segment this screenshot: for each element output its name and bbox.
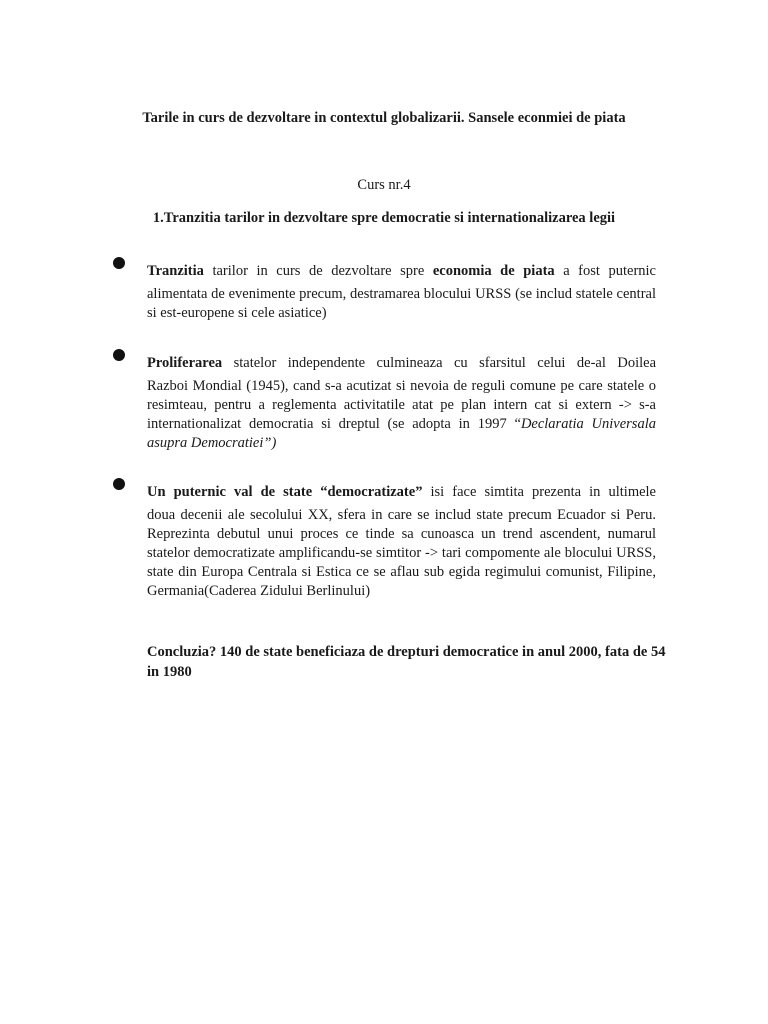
bullet-dot [113, 478, 125, 490]
conclusion-paragraph: Concluzia? 140 de state beneficiaza de drepturi democratice in anul 2000, fata de 54 in 1980 [147, 644, 666, 680]
paragraph-text: tarilor in curs de dezvoltare spre [203, 263, 433, 279]
paragraph-body: doua decenii ale secolului XX, sfera in care se includ state precum Ecuador si Peru. Reprezinta debutul unui proces ce tinde sa cunoasca un trend ascendent, numarul statelor democratizate amplificandu-se simtitor -> tari compomente ale blocului URSS, state din Europa Centrala si Estica ce se aflau sub egida regimului comunist, Filipine, Germania(Caderea Zidului Berlinului) [147, 507, 656, 599]
paragraph-first-line [147, 262, 656, 281]
lead-term: Tranzitia [147, 263, 204, 279]
bullet-paragraph-1 [147, 262, 656, 323]
paragraph-first-line [147, 483, 656, 502]
bullet-dot [113, 257, 125, 269]
emphasis-term: economia de piata [432, 263, 555, 279]
paragraph-text: isi face simtita prezenta in ultimele [422, 484, 656, 500]
paragraph-text: a fost puternic [554, 263, 656, 279]
italic-citation: Declaratia Universala asupra Democratiei”) [147, 416, 656, 451]
paragraph-text: statelor independente culmineaza cu sfarsitul celui de-al Doilea [222, 355, 656, 371]
paragraph-text: Razboi Mondial (1945), cand s-a acutizat si nevoia de reguli comune pe care statele o resimteau, pentru a reglementa activitatile atat pe plan intern cat si extern -> s-a internationalizat democratia si dreptul (se adopta in 1997 “ [147, 378, 656, 432]
paragraph-body: alimentata de evenimente precum, destramarea blocului URSS (se includ statele central si est-europene si cele asiatice) [147, 286, 656, 321]
document-title: Tarile in curs de dezvoltare in contextul globalizarii. Sansele econmiei de piata [142, 110, 626, 126]
lead-term: Un puternic val de state “democratizate” [147, 484, 423, 500]
bullet-paragraph-3 [147, 483, 656, 601]
course-number: Curs nr.4 [357, 177, 411, 193]
paragraph-body [147, 377, 656, 453]
section-heading: 1.Tranzitia tarilor in dezvoltare spre democratie si internationalizarea legii [152, 210, 616, 226]
bullet-dot [113, 349, 125, 361]
lead-term: Proliferarea [147, 355, 223, 371]
bullet-paragraph-2 [147, 354, 656, 453]
paragraph-first-line [147, 354, 656, 373]
